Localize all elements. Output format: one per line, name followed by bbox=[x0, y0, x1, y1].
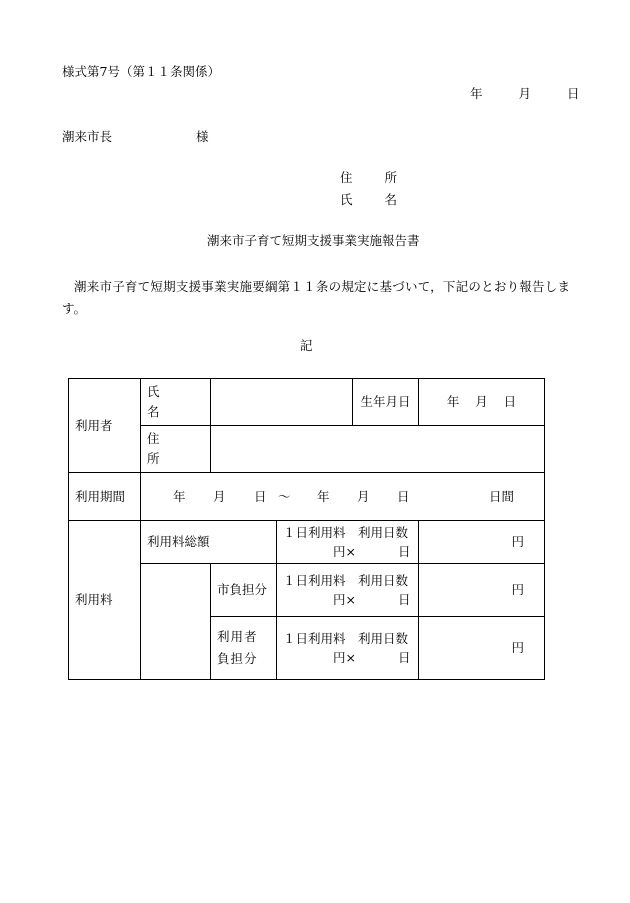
user-calc-line1: １日利用料 利用日数 bbox=[283, 631, 409, 646]
fee-total-label: 利用料総額 bbox=[141, 521, 277, 564]
applicant-address-label: 住 所 bbox=[340, 170, 411, 185]
date-line bbox=[470, 88, 579, 101]
user-day: 日 bbox=[397, 650, 411, 665]
period-row bbox=[69, 473, 545, 521]
addressee-name: 潮来市長 bbox=[62, 129, 113, 144]
user-label: 利用者 bbox=[69, 379, 141, 473]
period-to-month: 月 bbox=[357, 489, 370, 504]
fee-total-calc[interactable] bbox=[277, 521, 419, 564]
user-address-row bbox=[69, 426, 545, 473]
fee-label: 利用料 bbox=[69, 521, 141, 680]
city-share-row bbox=[69, 564, 545, 617]
body-text: 潮来市子育て短期支援事業実施要綱第１１条の規定に基づいて，下記のとおり報告します。 bbox=[62, 279, 570, 316]
user-share-yen: 円 bbox=[511, 640, 525, 655]
city-share-amount[interactable] bbox=[419, 564, 545, 617]
fee-total-row bbox=[69, 521, 545, 564]
applicant-name-label: 氏 名 bbox=[340, 192, 411, 207]
fee-total-calc-line1: １日利用料 利用日数 bbox=[283, 525, 409, 540]
period-tilde: 〜 bbox=[278, 489, 291, 504]
period-from-year: 年 bbox=[173, 489, 186, 504]
period-to-year: 年 bbox=[317, 489, 330, 504]
user-yen-times: 円× bbox=[333, 650, 356, 665]
birthdate-label: 生年月日 bbox=[353, 379, 419, 426]
user-address-field[interactable] bbox=[211, 426, 545, 473]
ki-heading: 記 bbox=[300, 338, 313, 353]
period-to-day: 日 bbox=[397, 489, 410, 504]
fee-total-yen: 円 bbox=[511, 534, 525, 549]
user-name-label: 氏 名 bbox=[141, 379, 211, 426]
form-number: 様式第7号（第１１条関係） bbox=[62, 64, 220, 79]
city-calc-line1: １日利用料 利用日数 bbox=[283, 573, 409, 588]
user-share-label: 利用者負担分 bbox=[211, 617, 277, 680]
city-day: 日 bbox=[397, 592, 411, 607]
date-year-label: 年 bbox=[470, 86, 483, 101]
user-share-amount[interactable] bbox=[419, 617, 545, 680]
birth-month-label: 月 bbox=[475, 394, 488, 409]
addressee-honorific: 様 bbox=[196, 129, 209, 144]
period-from-month: 月 bbox=[213, 489, 226, 504]
city-share-calc[interactable] bbox=[277, 564, 419, 617]
user-share-calc[interactable] bbox=[277, 617, 419, 680]
document-title: 潮来市子育て短期支援事業実施報告書 bbox=[207, 233, 420, 248]
period-field[interactable] bbox=[141, 473, 545, 521]
birthdate-field[interactable] bbox=[419, 379, 545, 426]
period-days: 日間 bbox=[489, 489, 515, 504]
fee-total-amount[interactable] bbox=[419, 521, 545, 564]
period-label: 利用期間 bbox=[69, 473, 141, 521]
date-month-label: 月 bbox=[518, 86, 531, 101]
city-share-label: 市負担分 bbox=[211, 564, 277, 617]
fee-total-day: 日 bbox=[397, 544, 411, 559]
date-day-label: 日 bbox=[566, 86, 580, 101]
report-table bbox=[68, 378, 545, 680]
city-share-yen: 円 bbox=[511, 582, 525, 597]
city-yen-times: 円× bbox=[333, 592, 356, 607]
birth-day-label: 日 bbox=[503, 394, 517, 409]
user-name-field[interactable] bbox=[211, 379, 353, 426]
user-address-label: 住 所 bbox=[141, 426, 211, 473]
period-from-day: 日 bbox=[254, 489, 267, 504]
fee-total-yen-times: 円× bbox=[333, 544, 356, 559]
user-name-row bbox=[69, 379, 545, 426]
share-blank-cell bbox=[141, 564, 211, 680]
birth-year-label: 年 bbox=[446, 394, 460, 409]
